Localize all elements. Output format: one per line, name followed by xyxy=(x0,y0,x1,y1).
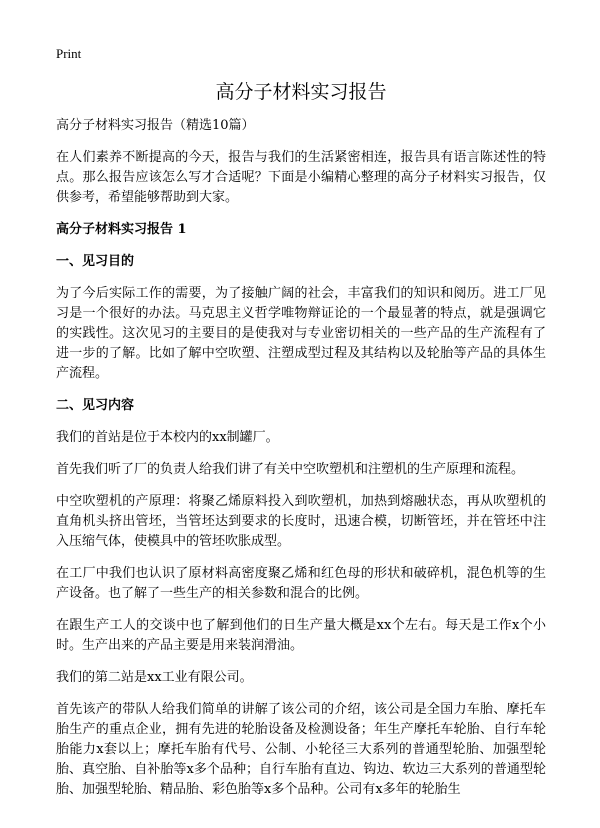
purpose-paragraph: 为了今后实际工作的需要，为了接触广阔的社会，丰富我们的知识和阅历。进工厂见习是一个很好的办法。马克思主义哲学唯物辩证论的一个最显著的特点，就是强调它的实践性。这次见习的主要目的是使我对与专业密切相关的一些产品的生产流程有了进一步的了解。比如了解中空吹塑、注塑成型过程及其结构以及轮胎等产品的具体生产流程。 xyxy=(56,286,546,381)
report-heading: 高分子材料实习报告 1 xyxy=(56,222,187,237)
intro-paragraph: 在人们素养不断提高的今天，报告与我们的生活紧密相连，报告具有语言陈述性的特点。那么报告应该怎么写才合适呢？下面是小编精心整理的高分子材料实习报告，仅供参考，希望能够帮助到大家。 xyxy=(56,150,546,205)
section-heading-purpose: 一、见习目的 xyxy=(56,254,135,269)
content-paragraph: 中空吹塑机的产原理：将聚乙烯原料投入到吹塑机，加热到熔融状态，再从吹塑机的直角机头挤出管坯，当管坯达到要求的长度时，迅速合模，切断管坯，并在管坯中注入压缩气体，使模具中的管坯吹胀成型。 xyxy=(56,494,546,549)
section-heading-content: 二、见习内容 xyxy=(56,398,135,413)
content-paragraph: 我们的第二站是xx工业有限公司。 xyxy=(56,670,253,685)
content-paragraph: 在工厂中我们也认识了原材料高密度聚乙烯和红色母的形状和破碎机，混色机等的生产设备。也了解了一些生产的相关参数和混合的比例。 xyxy=(56,566,546,601)
document-subtitle: 高分子材料实习报告（精选10篇） xyxy=(56,118,255,133)
content-paragraph: 首先我们听了厂的负责人给我们讲了有关中空吹塑机和注塑机的生产原理和流程。 xyxy=(56,462,525,477)
print-link[interactable]: Print xyxy=(56,46,82,61)
page-title: 高分子材料实习报告 xyxy=(215,81,387,103)
document-page xyxy=(56,78,546,812)
content-paragraph: 首先该产的带队人给我们简单的讲解了该公司的介绍，该公司是全国力车胎、摩托车胎生产的重点企业，拥有先进的轮胎设备及检测设备；年生产摩托车轮胎、自行车轮胎能力x套以上；摩托车胎有代号、公制、小轮径三大系列的普通型轮胎、加强型轮胎、真空胎、自补胎等x多个品种；自行车胎有直边、钩边、软边三大系列的普通型轮胎、加强型轮胎、精品胎、彩色胎等x多个品种。公司有x多年的轮胎生 xyxy=(56,702,546,797)
content-paragraph: 我们的首站是位于本校内的xx制罐厂。 xyxy=(56,430,279,445)
content-paragraph: 在跟生产工人的交谈中也了解到他们的日生产量大概是xx个左右。每天是工作x个小时。生产出来的产品主要是用来装润滑油。 xyxy=(56,618,546,653)
